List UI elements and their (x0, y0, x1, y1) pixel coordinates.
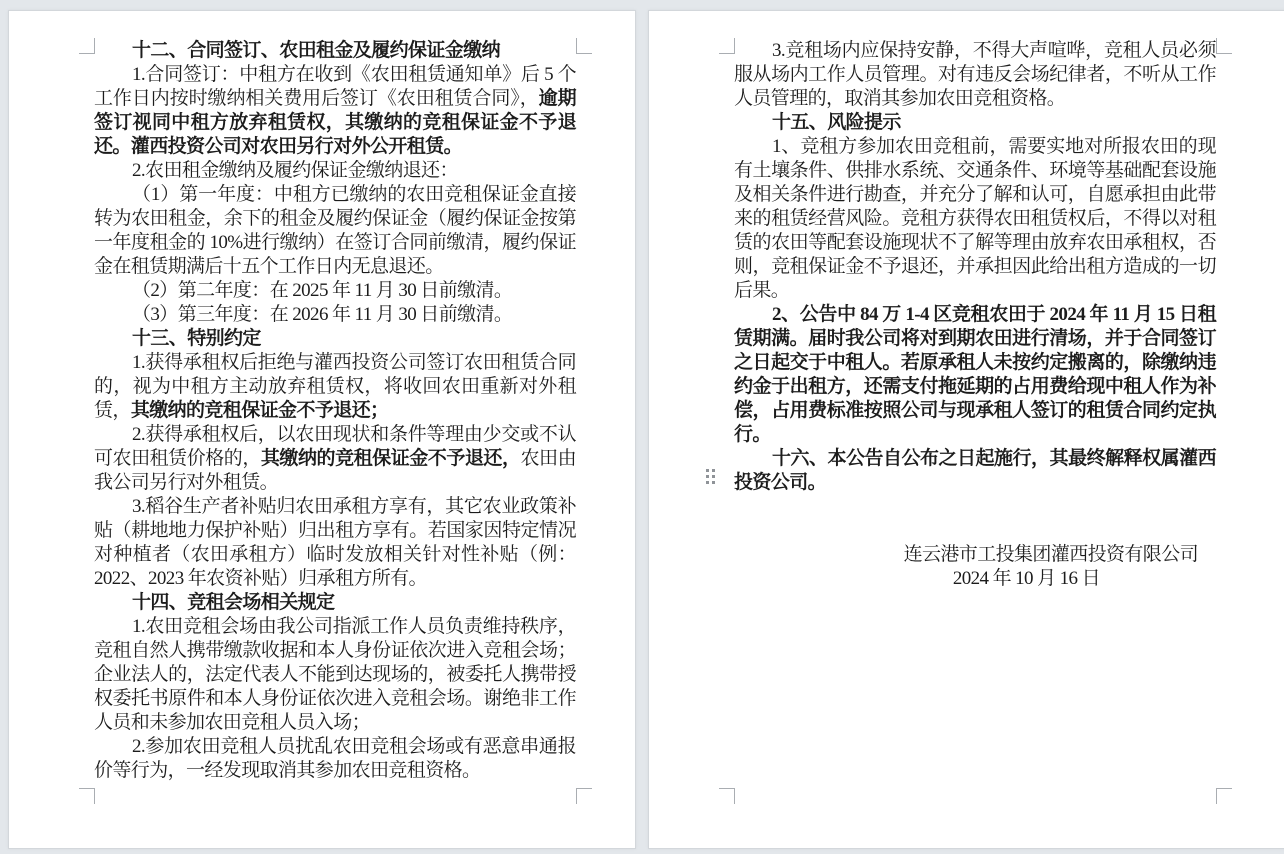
paragraph: 十三、特别约定 (132, 328, 261, 349)
page-1-text-area[interactable] (94, 39, 576, 783)
paragraph: 1.合同签订：中租方在收到《农田租赁通知单》后 5 个工作日内按时缴纳相关费用后签订《农田租赁合同》，逾期签订视同中租方放弃租赁权，其缴纳的竞租保证金不予退还。灌西投资公司对农田另行对外公开租赁。 (94, 64, 576, 157)
margin-mark-top-right (576, 38, 592, 54)
blank-line (734, 495, 1216, 519)
paragraph: 2.获得承租权后，以农田现状和条件等理由少交或不认可农田租赁价格的，其缴纳的竞租保证金不予退还，农田由我公司另行对外租赁。 (94, 424, 576, 493)
margin-mark-top-left (719, 38, 735, 54)
paragraph: （2）第二年度：在 2025 年 11 月 30 日前缴清。 (132, 280, 513, 301)
paragraph: （3）第三年度：在 2026 年 11 月 30 日前缴清。 (132, 304, 513, 325)
paragraph: 十二、合同签订、农田租金及履约保证金缴纳 (132, 40, 501, 61)
paragraph: （1）第一年度：中租方已缴纳的农田竞租保证金直接转为农田租金，余下的租金及履约保证金（履约保证金按第一年度租金的 10%进行缴纳）在签订合同前缴清，履约保证金在租赁期满后十五个工作日内无息退还。 (94, 184, 576, 277)
margin-mark-bottom-left (719, 788, 735, 804)
margin-mark-bottom-right (576, 788, 592, 804)
paragraph: 1.农田竞租会场由我公司指派工作人员负责维持秩序，竞租自然人携带缴款收据和本人身份证依次进入竞租会场；企业法人的，法定代表人不能到达现场的，被委托人携带授权委托书原件和本人身份证依次进入竞租会场。谢绝非工作人员和未参加农田竞租人员入场； (94, 616, 576, 733)
margin-mark-bottom-left (79, 788, 95, 804)
paragraph: 2.农田租金缴纳及履约保证金缴纳退还： (132, 160, 458, 181)
paragraph: 3.竞租场内应保持安静，不得大声喧哗，竞租人员必须服从场内工作人员管理。对有违反会场纪律者，不听从工作人员管理的，取消其参加农田竞租资格。 (734, 40, 1216, 109)
margin-mark-bottom-right (1216, 788, 1232, 804)
paragraph: 2、公告中 84 万 1-4 区竞租农田于 2024 年 11 月 15 日租赁期满。届时我公司将对到期农田进行清场，并于合同签订之日起交于中租人。若原承租人未按约定搬离的，除缴纳违约金于出租方，还需支付拖延期的占用费给现中租人作为补偿，占用费标准按照公司与现承租人签订的租赁合同约定执行。 (734, 304, 1216, 445)
paragraph: 十四、竞租会场相关规定 (132, 592, 335, 613)
document-page-1[interactable] (8, 10, 636, 849)
margin-mark-top-left (79, 38, 95, 54)
page-2-text-area[interactable] (734, 39, 1216, 591)
margin-mark-top-right (1216, 38, 1232, 54)
document-page-2[interactable] (648, 10, 1284, 849)
paragraph: 连云港市工投集团灌西投资有限公司 (903, 544, 1198, 565)
paragraph: 3.稻谷生产者补贴归农田承租方享有，其它农业政策补贴（耕地地力保护补贴）归出租方享有。若国家因特定情况对种植者（农田承租方）临时发放相关针对性补贴（例：2022、2023 年农资补贴）归承租方所有。 (94, 496, 576, 589)
blank-line (734, 519, 1216, 543)
paragraph: 1、竞租方参加农田竞租前，需要实地对所报农田的现有土壤条件、供排水系统、交通条件、环境等基础配套设施及相关条件进行勘查，并充分了解和认可，自愿承担由此带来的租赁经营风险。竞租方获得农田租赁权后，不得以对租赁的农田等配套设施现状不了解等理由放弃农田承租权，否则，竞租保证金不予退还，并承担因此给出租方造成的一切后果。 (734, 136, 1216, 301)
paragraph: 1.获得承租权后拒绝与灌西投资公司签订农田租赁合同的，视为中租方主动放弃租赁权，将收回农田重新对外租赁，其缴纳的竞租保证金不予退还； (94, 352, 576, 421)
paragraph: 十五、风险提示 (772, 112, 901, 133)
paragraph: 十六、本公告自公布之日起施行，其最终解释权属灌西投资公司。 (734, 448, 1216, 493)
paragraph: 2.参加农田竞租人员扰乱农田竞租会场或有恶意串通报价等行为，一经发现取消其参加农田竞租资格。 (94, 736, 576, 781)
paragraph: 2024 年 10 月 16 日 (952, 568, 1100, 589)
paragraph-drag-handle-icon[interactable] (706, 469, 715, 484)
